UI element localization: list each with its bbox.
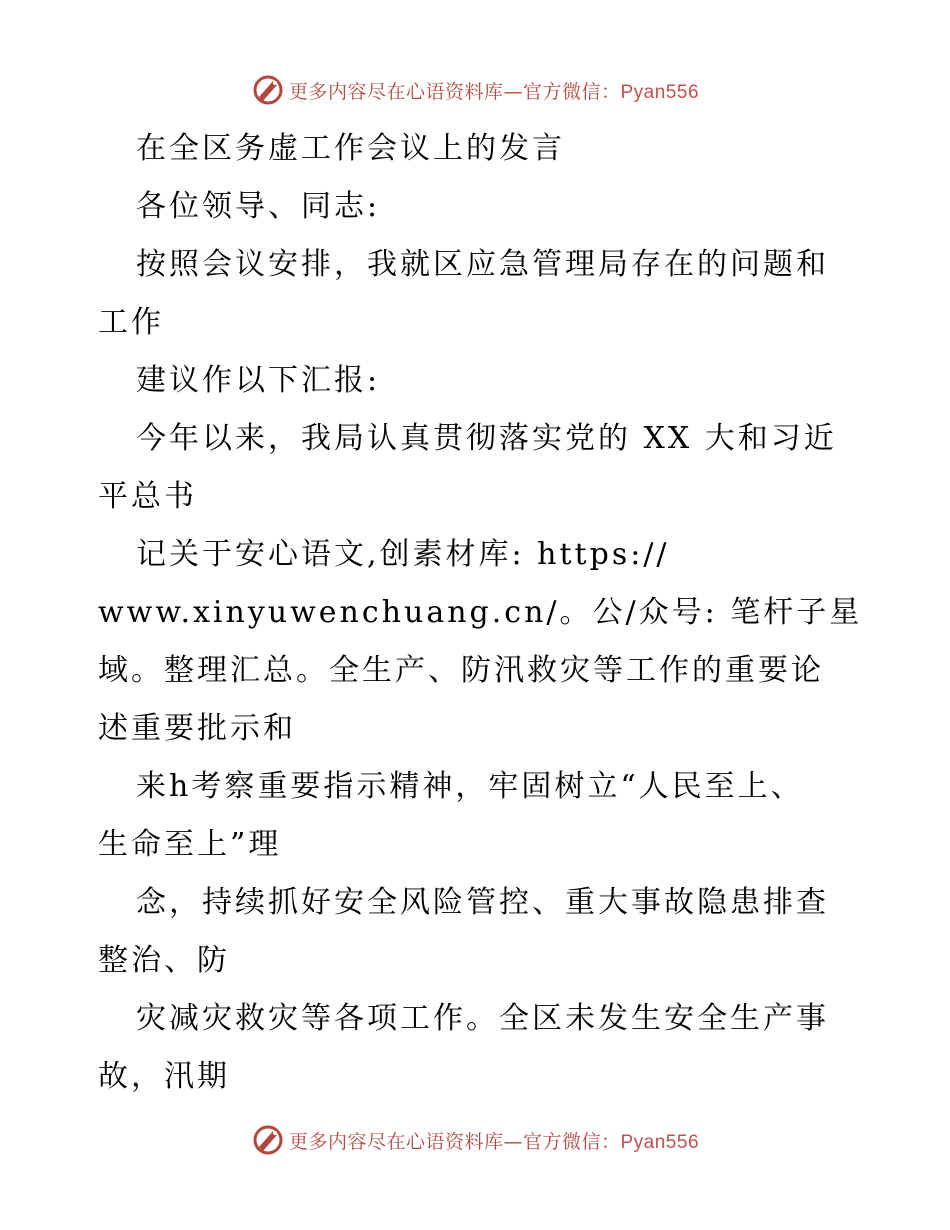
text-line: 整治、防	[98, 943, 230, 978]
text-line: 按照会议安排，我就区应急管理局存在的问题和	[136, 247, 829, 282]
banner-text	[289, 77, 699, 104]
text-line: 平总书	[98, 479, 197, 514]
text-line: 灾减灾救灾等各项工作。全区未发生安全生产事	[136, 1001, 829, 1036]
text-line: 念，持续抓好安全风险管控、重大事故隐患排查	[136, 885, 829, 920]
banner-dash: —	[503, 80, 523, 103]
header-watermark-banner	[0, 70, 950, 110]
text-line: 来h考察重要指示精神，牢固树立“人民至上、	[136, 769, 804, 804]
text-line: 建议作以下汇报:	[136, 363, 381, 398]
document-body	[98, 120, 868, 1106]
text-line: 域。整理汇总。全生产、防汛救灾等工作的重要论	[98, 653, 824, 688]
text-line: www.xinyuwenchuang.cn/。公/众号: 笔杆子星	[98, 595, 863, 630]
text-line: 工作	[98, 305, 164, 340]
banner-wechat-label: 官方微信：	[522, 80, 621, 103]
text-line: 今年以来，我局认真贯彻落实党的 XX 大和习近	[136, 421, 837, 456]
banner-main-text: 更多内容尽在心语资料库	[288, 80, 504, 103]
text-line: 生命至上”理	[98, 827, 282, 862]
banner-main-text: 更多内容尽在心语资料库	[288, 1130, 504, 1153]
text-line: 述重要批示和	[98, 711, 296, 746]
banner-wechat-id: Pyan556	[620, 81, 700, 103]
text-line: 记关于安心语文,创素材库: https://	[136, 537, 670, 572]
text-line: 故，汛期	[98, 1059, 230, 1094]
banner-wechat-id: Pyan556	[620, 1131, 700, 1153]
banner-text	[289, 1127, 699, 1154]
pen-logo-icon	[251, 1123, 285, 1157]
banner-wechat-label: 官方微信：	[522, 1130, 621, 1153]
footer-watermark-banner	[0, 1120, 950, 1160]
text-line: 在全区务虚工作会议上的发言	[136, 131, 565, 166]
pen-logo-icon	[251, 73, 285, 107]
banner-dash: —	[503, 1130, 523, 1153]
text-line: 各位领导、同志:	[136, 189, 381, 224]
